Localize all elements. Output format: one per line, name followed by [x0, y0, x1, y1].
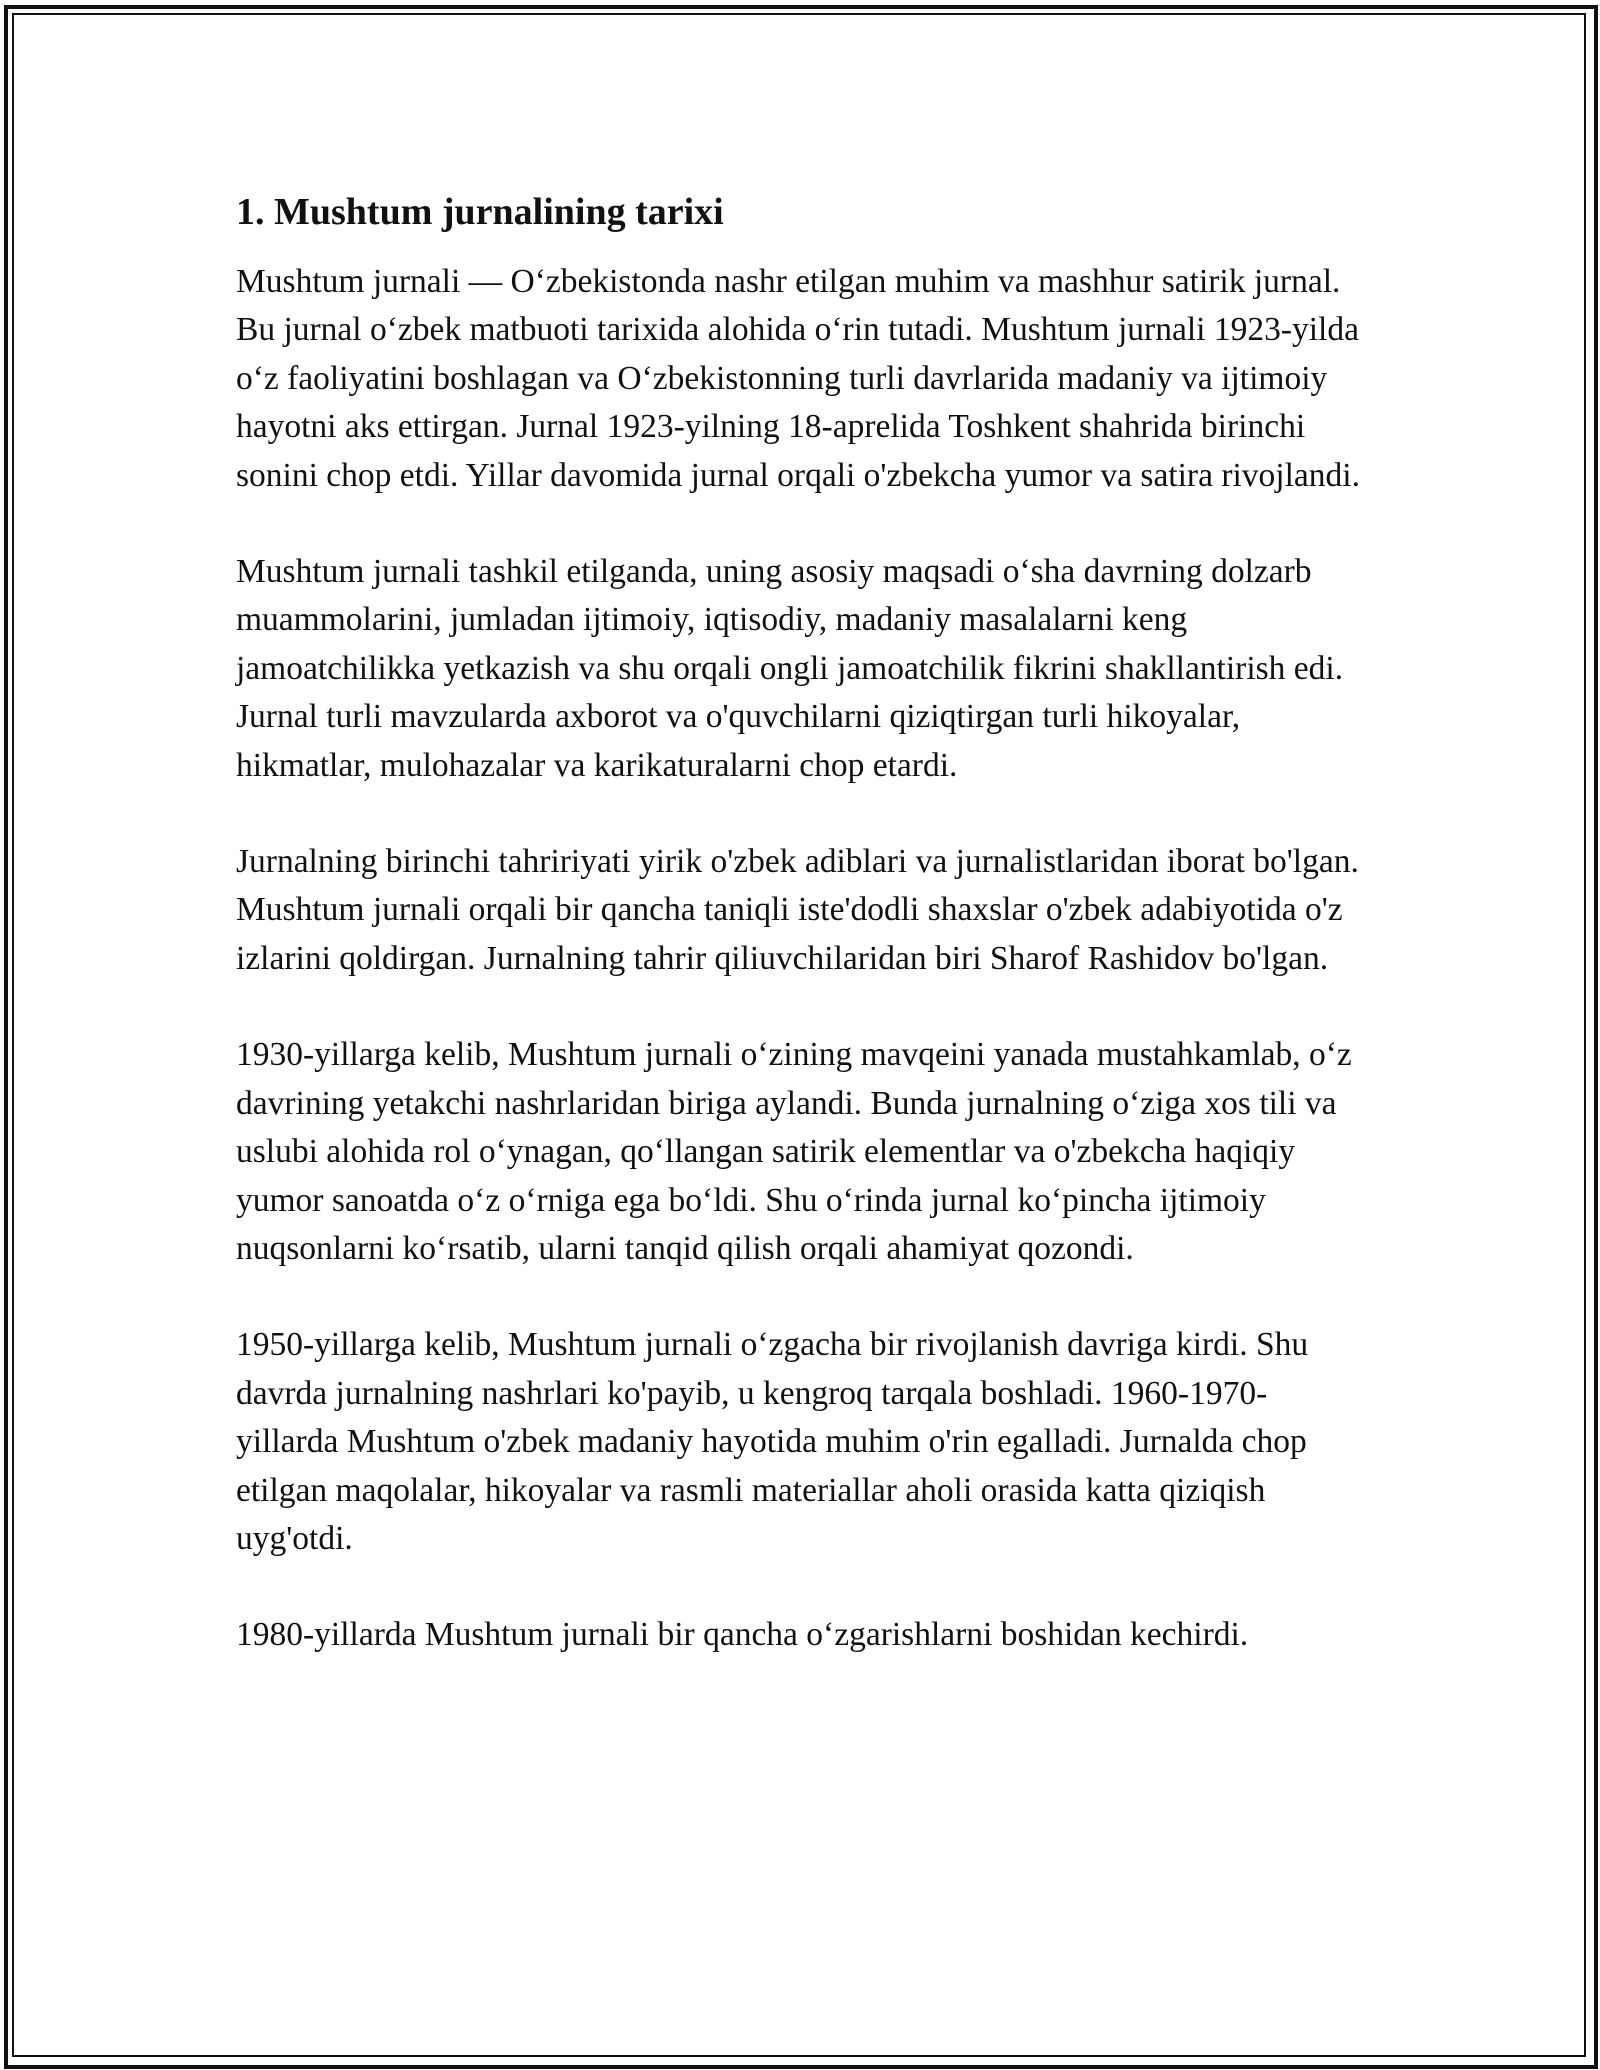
- paragraph-6: 1980-yillarda Mushtum jurnali bir qancha oʻzgarishlarni boshidan kechirdi.: [236, 1616, 1249, 1654]
- document-body: [236, 186, 1366, 1708]
- paragraph-4: 1930-yillarga kelib, Mushtum jurnali oʻzining mavqeini yanada mustahkamlab, oʻz davrining yetakchi nashrlaridan biriga aylandi. Bunda jurnalning oʻziga xos tili va uslubi alohida rol oʻynagan, qoʻllangan satirik elementlar va o'zbekcha haqiqiy yumor sanoatda oʻz oʻrniga ega boʻldi. Shu oʻrinda jurnal koʻpincha ijtimoiy nuqsonlarni koʻrsatib, ularni tanqid qilish orqali ahamiyat qozondi.: [236, 1036, 1352, 1267]
- paragraph-3: Jurnalning birinchi tahririyati yirik o'zbek adiblari va jurnalistlaridan iborat bo'lgan. Mushtum jurnali orqali bir qancha taniqli iste'dodli shaxslar o'zbek adabiyotida o'z izlarini qoldirgan. Jurnalning tahrir qiliuvchilaridan biri Sharof Rashidov bo'lgan.: [236, 843, 1359, 977]
- paragraph-1: Mushtum jurnali — Oʻzbekistonda nashr etilgan muhim va mashhur satirik jurnal. Bu jurnal oʻzbek matbuoti tarixida alohida oʻrin tutadi. Mushtum jurnali 1923-yilda oʻz faoliyatini boshlagan va Oʻzbekistonning turli davrlarida madaniy va ijtimoiy hayotni aks ettirgan. Jurnal 1923-yilning 18-aprelida Toshkent shahrida birinchi sonini chop etdi. Yillar davomida jurnal orqali o'zbekcha yumor va satira rivojlandi.: [236, 263, 1360, 494]
- section-heading: 1. Mushtum jurnalining tarixi: [236, 191, 724, 233]
- paragraph-5: 1950-yillarga kelib, Mushtum jurnali oʻzgacha bir rivojlanish davriga kirdi. Shu davrda jurnalning nashrlari ko'payib, u kengroq tarqala boshladi. 1960-1970-yillarda Mushtum o'zbek madaniy hayotida muhim o'rin egalladi. Jurnalda chop etilgan maqolalar, hikoyalar va rasmli materiallar aholi orasida katta qiziqish uyg'otdi.: [236, 1326, 1309, 1557]
- paragraph-2: Mushtum jurnali tashkil etilganda, uning asosiy maqsadi oʻsha davrning dolzarb muammolarini, jumladan ijtimoiy, iqtisodiy, madaniy masalalarni keng jamoatchilikka yetkazish va shu orqali ongli jamoatchilik fikrini shakllantirish edi. Jurnal turli mavzularda axborot va o'quvchilarni qiziqtirgan turli hikoyalar, hikmatlar, mulohazalar va karikaturalarni chop etardi.: [236, 553, 1344, 784]
